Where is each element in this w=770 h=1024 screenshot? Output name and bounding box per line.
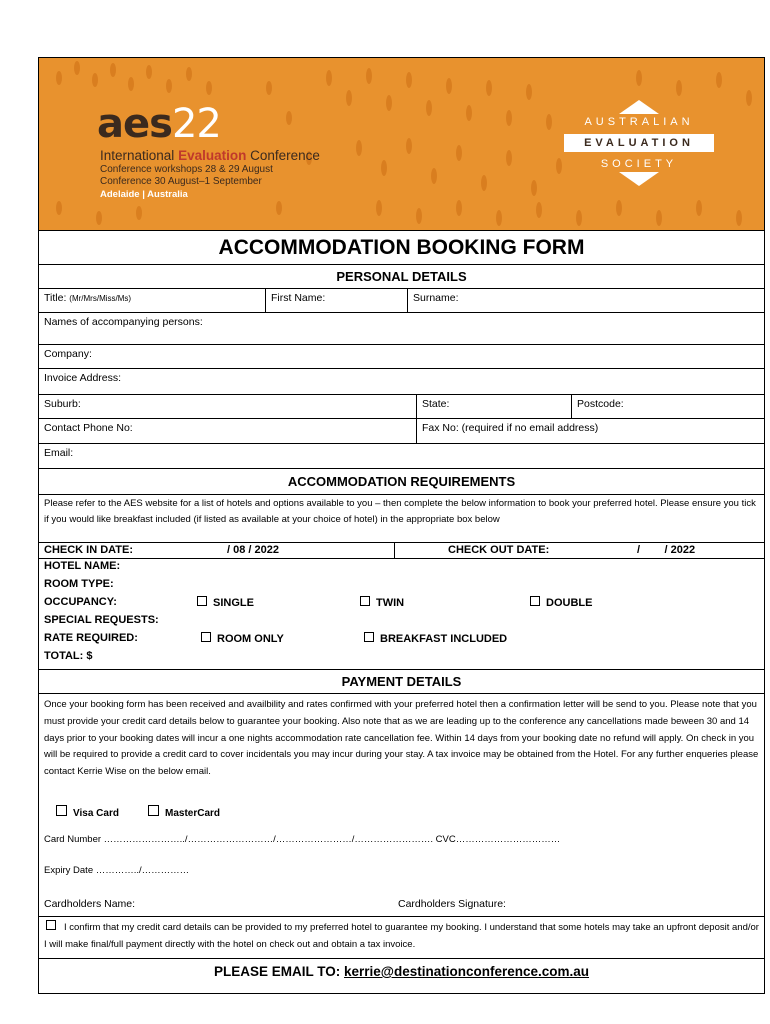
title-label: Title:: [44, 292, 67, 304]
accommodation-heading-row: [39, 468, 764, 494]
triangle-icon: [619, 100, 659, 114]
checkbox-icon: [46, 920, 56, 930]
company-row: [39, 344, 764, 368]
checkout-label: CHECK OUT DATE:: [448, 544, 550, 556]
conference-workshops: Conference workshops 28 & 29 August: [100, 164, 273, 175]
checkbox-icon: [56, 805, 67, 816]
name-row: [39, 288, 764, 312]
org-line-australian: AUSTRALIAN: [584, 116, 694, 128]
title-hint: (Mr/Mrs/Miss/Ms): [69, 294, 132, 303]
occupancy-label: OCCUPANCY:: [44, 596, 117, 608]
footer-text: [39, 959, 764, 993]
cardholder-name-field[interactable]: Cardholders Name:: [44, 898, 136, 910]
requirements-block: [39, 558, 764, 678]
suburb-field[interactable]: [39, 395, 416, 418]
checkout-value: / / 2022: [637, 544, 696, 556]
checkbox-icon: [360, 596, 370, 606]
checkin-label: CHECK IN DATE:: [44, 544, 134, 556]
aes-society-logo: [554, 100, 724, 186]
personal-heading: PERSONAL DETAILS: [336, 269, 467, 284]
accommodation-intro-row: [39, 494, 764, 542]
mastercard-label: MasterCard: [165, 808, 221, 819]
footer-prefix: PLEASE EMAIL TO:: [213, 964, 345, 979]
conference-name: [100, 148, 320, 163]
confirm-row: [39, 916, 764, 958]
payment-text: Once your booking form has been received and availbility and rates confirmed with your preferred hotel then a confirmation letter will be send to you. Please note that you must provide your credit card details below to guarantee your booking. Also note that as we are leading up to the conference any cancellations made beween 30 and 14 days prior to your booking dates will incur a one nights accommodation rate cancellation fee. Within 14 days from your booking date no refund will apply. On check in you will be required to provide a credit card to cover incidentals you may incur during your stay. A tax invoice may be obtained from the Hotel. For any further enqueries please contact Kerrie Wise on the below email.: [44, 699, 759, 778]
form-title-row: [39, 230, 764, 264]
org-line-society: SOCIETY: [600, 158, 678, 170]
hotel-name-field[interactable]: HOTEL NAME:: [44, 560, 121, 572]
email-field[interactable]: [39, 444, 764, 468]
rate-label: RATE REQUIRED:: [44, 632, 138, 644]
invoice-field[interactable]: [39, 369, 764, 394]
checkin-value: / 08 / 2022: [227, 544, 279, 556]
email-label: Email:: [44, 447, 74, 459]
dates-row: [39, 542, 764, 558]
checkout-field[interactable]: [394, 543, 764, 558]
double-checkbox[interactable]: [530, 596, 592, 609]
visa-label: Visa Card: [73, 808, 119, 819]
double-label: DOUBLE: [546, 597, 593, 609]
conference-dates: Conference 30 August–1 September: [100, 176, 262, 187]
twin-checkbox[interactable]: [360, 596, 404, 609]
breakfast-label: BREAKFAST INCLUDED: [380, 633, 508, 645]
cardholder-signature-field[interactable]: Cardholders Signature:: [398, 898, 506, 910]
payment-block: [39, 693, 764, 916]
phone-label: Contact Phone No:: [44, 422, 133, 434]
first-name-label: First Name:: [271, 292, 326, 304]
phone-field[interactable]: [39, 419, 416, 443]
total-field[interactable]: TOTAL: $: [44, 650, 93, 662]
single-checkbox[interactable]: [197, 596, 254, 609]
address-row: [39, 394, 764, 418]
postcode-label: Postcode:: [577, 398, 624, 410]
accommodation-intro: Please refer to the AES website for a list of hotels and options available to you – then complete the below information to book your preferred hotel. Please ensure you tick if you would like breakfast included (if listed as available at your choice of hotel) in the appropriate box below: [44, 498, 756, 525]
logo-aes-text: aes: [97, 101, 172, 147]
payment-heading: PAYMENT DETAILS: [341, 674, 462, 689]
accommodation-heading: ACCOMMODATION REQUIREMENTS: [287, 474, 516, 489]
card-number-field[interactable]: Card Number ……………………../………………………/……………………/……………………. CVC……………………………: [44, 834, 561, 845]
expiry-field[interactable]: Expiry Date …………../……………: [44, 865, 190, 876]
breakfast-checkbox[interactable]: [364, 632, 507, 645]
mastercard-checkbox[interactable]: [148, 805, 220, 819]
surname-field[interactable]: [407, 289, 764, 312]
checkbox-icon: [197, 596, 207, 606]
conference-banner: [39, 58, 764, 230]
phone-row: [39, 418, 764, 443]
checkbox-icon: [364, 632, 374, 642]
personal-heading-row: [39, 264, 764, 288]
footer-row: [39, 958, 764, 993]
email-link[interactable]: kerrie@destinationconference.com.au: [344, 964, 590, 979]
confirm-text: I confirm that my credit card details can be provided to my preferred hotel to guarantee my booking. I understand that some hotels may take an upfront deposit and/or I will make final/full payment directly with the hotel on check out and obtain a tax invoice.: [44, 922, 759, 950]
surname-label: Surname:: [413, 292, 459, 304]
accompanying-field[interactable]: [39, 313, 764, 344]
title-field[interactable]: [39, 289, 265, 312]
invoice-row: [39, 368, 764, 394]
logo-year-text: 22: [171, 101, 221, 147]
postcode-field[interactable]: [571, 395, 764, 418]
invoice-label: Invoice Address:: [44, 372, 122, 384]
checkin-field[interactable]: [39, 543, 394, 558]
state-field[interactable]: [416, 395, 571, 418]
org-line-evaluation: EVALUATION: [564, 134, 714, 152]
booking-form: [38, 57, 765, 994]
email-row: [39, 443, 764, 468]
twin-label: TWIN: [376, 597, 405, 609]
conference-location: Adelaide | Australia: [100, 189, 188, 200]
checkbox-icon: [201, 632, 211, 642]
form-title: ACCOMMODATION BOOKING FORM: [218, 236, 585, 259]
conf-eval: Evaluation: [178, 148, 247, 163]
accompanying-label: Names of accompanying persons:: [44, 316, 203, 328]
conf-prefix: International: [100, 148, 179, 163]
first-name-field[interactable]: [265, 289, 407, 312]
conf-suffix: Conference: [246, 148, 320, 163]
confirm-checkbox[interactable]: [39, 917, 764, 958]
checkbox-icon: [148, 805, 159, 816]
room-only-checkbox[interactable]: [201, 632, 284, 645]
accompanying-row: [39, 312, 764, 344]
payment-heading-row: [39, 669, 764, 693]
visa-checkbox[interactable]: [56, 805, 119, 819]
company-field[interactable]: [39, 345, 764, 368]
checkbox-icon: [530, 596, 540, 606]
single-label: SINGLE: [213, 597, 254, 609]
fax-field[interactable]: [416, 419, 764, 443]
fax-label: Fax No: (required if no email address): [422, 422, 599, 434]
special-requests-field[interactable]: SPECIAL REQUESTS:: [44, 614, 159, 626]
suburb-label: Suburb:: [44, 398, 81, 410]
triangle-down-icon: [619, 172, 659, 186]
company-label: Company:: [44, 348, 92, 360]
room-type-field[interactable]: ROOM TYPE:: [44, 578, 114, 590]
state-label: State:: [422, 398, 450, 410]
aes22-logo: [97, 101, 221, 147]
room-only-label: ROOM ONLY: [217, 633, 284, 645]
